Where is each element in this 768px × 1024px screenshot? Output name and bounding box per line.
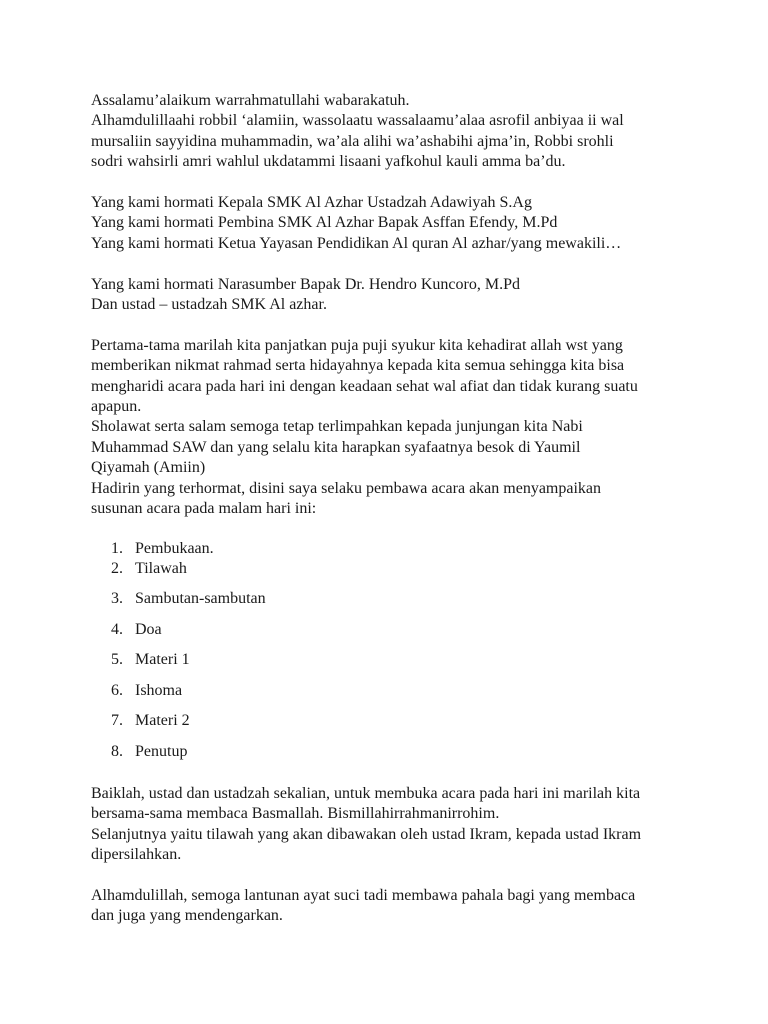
opening-line: Hadirin yang terhormat, disini saya selaku pembawa acara akan menyampaikan: [91, 479, 602, 497]
list-item: [91, 559, 691, 589]
list-number: 3.: [111, 590, 123, 608]
opening-line: Muhammad SAW dan yang selalu kita harapkan syafaatnya besok di Yaumil: [91, 438, 581, 456]
blank-line: [91, 254, 691, 274]
list-text: Penutup: [135, 742, 188, 760]
after-tilawah-line: dan juga yang mendengarkan.: [91, 907, 283, 925]
list-text: Doa: [135, 620, 162, 638]
honorific-line: Yang kami hormati Kepala SMK Al Azhar Ustadzah Adawiyah S.Ag: [91, 194, 532, 212]
list-number: 1.: [111, 540, 123, 558]
opening-line: Qiyamah (Amiin): [91, 459, 206, 477]
closing-paragraph: [91, 784, 691, 866]
list-item: [91, 711, 691, 742]
list-number: 4.: [111, 620, 123, 638]
closing-line: dipersilahkan.: [91, 846, 182, 864]
opening-line: memberikan nikmat rahmad serta hidayahnya kepada kita semua sehingga kita bisa: [91, 357, 625, 375]
list-item: [91, 589, 691, 620]
opening-line: mengharidi acara pada hari ini dengan keadaan sehat wal afiat dan tidak kurang suatu: [91, 377, 638, 395]
opening-line: apapun.: [91, 398, 142, 416]
opening-line: Sholawat serta salam semoga tetap terlimpahkan kepada junjungan kita Nabi: [91, 418, 583, 436]
honorifics-paragraph-2: [91, 275, 691, 316]
list-text: Materi 2: [135, 712, 190, 730]
document-body: [91, 91, 691, 927]
after-tilawah-paragraph: [91, 886, 691, 927]
list-spacer: [91, 762, 691, 784]
agenda-list: [91, 539, 691, 762]
after-tilawah-line: Alhamdulillah, semoga lantunan ayat suci tadi membawa pahala bagi yang membaca: [91, 887, 636, 904]
list-number: 7.: [111, 712, 123, 730]
list-item: [91, 539, 691, 559]
list-number: 2.: [111, 560, 123, 578]
list-item: [91, 742, 691, 762]
blank-line: [91, 173, 691, 193]
list-number: 6.: [111, 681, 123, 699]
closing-line: bersama-sama membaca Basmallah. Bismillahirrahmanirrohim.: [91, 805, 500, 823]
list-item: [91, 681, 691, 712]
greeting-line: mursaliin sayyidina muhammadin, wa’ala alihi wa’ashabihi ajma’in, Robbi srohli: [91, 132, 614, 150]
blank-line: [91, 315, 691, 335]
closing-line: Selanjutnya yaitu tilawah yang akan dibawakan oleh ustad Ikram, kepada ustad Ikram: [91, 825, 642, 843]
list-text: Materi 1: [135, 651, 190, 669]
opening-line: Pertama-tama marilah kita panjatkan puja puji syukur kita kehadirat allah wst yang: [91, 336, 623, 354]
list-item: [91, 620, 691, 651]
closing-line: Baiklah, ustad dan ustadzah sekalian, untuk membuka acara pada hari ini marilah kita: [91, 784, 641, 802]
list-text: Tilawah: [135, 560, 187, 578]
greeting-line: Assalamu’alaikum warrahmatullahi wabarakatuh.: [91, 92, 410, 109]
greeting-line: sodri wahsirli amri wahlul ukdatammi lisaani yafkohul kauli amma ba’du.: [91, 153, 566, 171]
list-text: Sambutan-sambutan: [135, 590, 266, 608]
honorific-line: Yang kami hormati Pembina SMK Al Azhar Bapak Asffan Efendy, M.Pd: [91, 214, 558, 232]
list-number: 8.: [111, 742, 123, 760]
list-number: 5.: [111, 651, 123, 669]
greeting-line: Alhamdulillaahi robbil ‘alamiin, wassolaatu wassalaamu’alaa asrofil anbiyaa ii wal: [91, 112, 624, 130]
list-item: [91, 650, 691, 681]
opening-line: susunan acara pada malam hari ini:: [91, 500, 317, 518]
list-spacer: [91, 519, 691, 539]
list-text: Pembukaan.: [135, 540, 214, 558]
opening-paragraph: [91, 336, 691, 520]
greeting-paragraph: [91, 91, 691, 173]
honorific-line: Dan ustad – ustadzah SMK Al azhar.: [91, 296, 327, 314]
list-text: Ishoma: [135, 681, 183, 699]
honorifics-paragraph: [91, 193, 691, 254]
honorific-line: Yang kami hormati Narasumber Bapak Dr. Hendro Kuncoro, M.Pd: [91, 275, 520, 293]
blank-line: [91, 866, 691, 886]
honorific-line: Yang kami hormati Ketua Yayasan Pendidikan Al quran Al azhar/yang mewakili…: [91, 234, 622, 252]
